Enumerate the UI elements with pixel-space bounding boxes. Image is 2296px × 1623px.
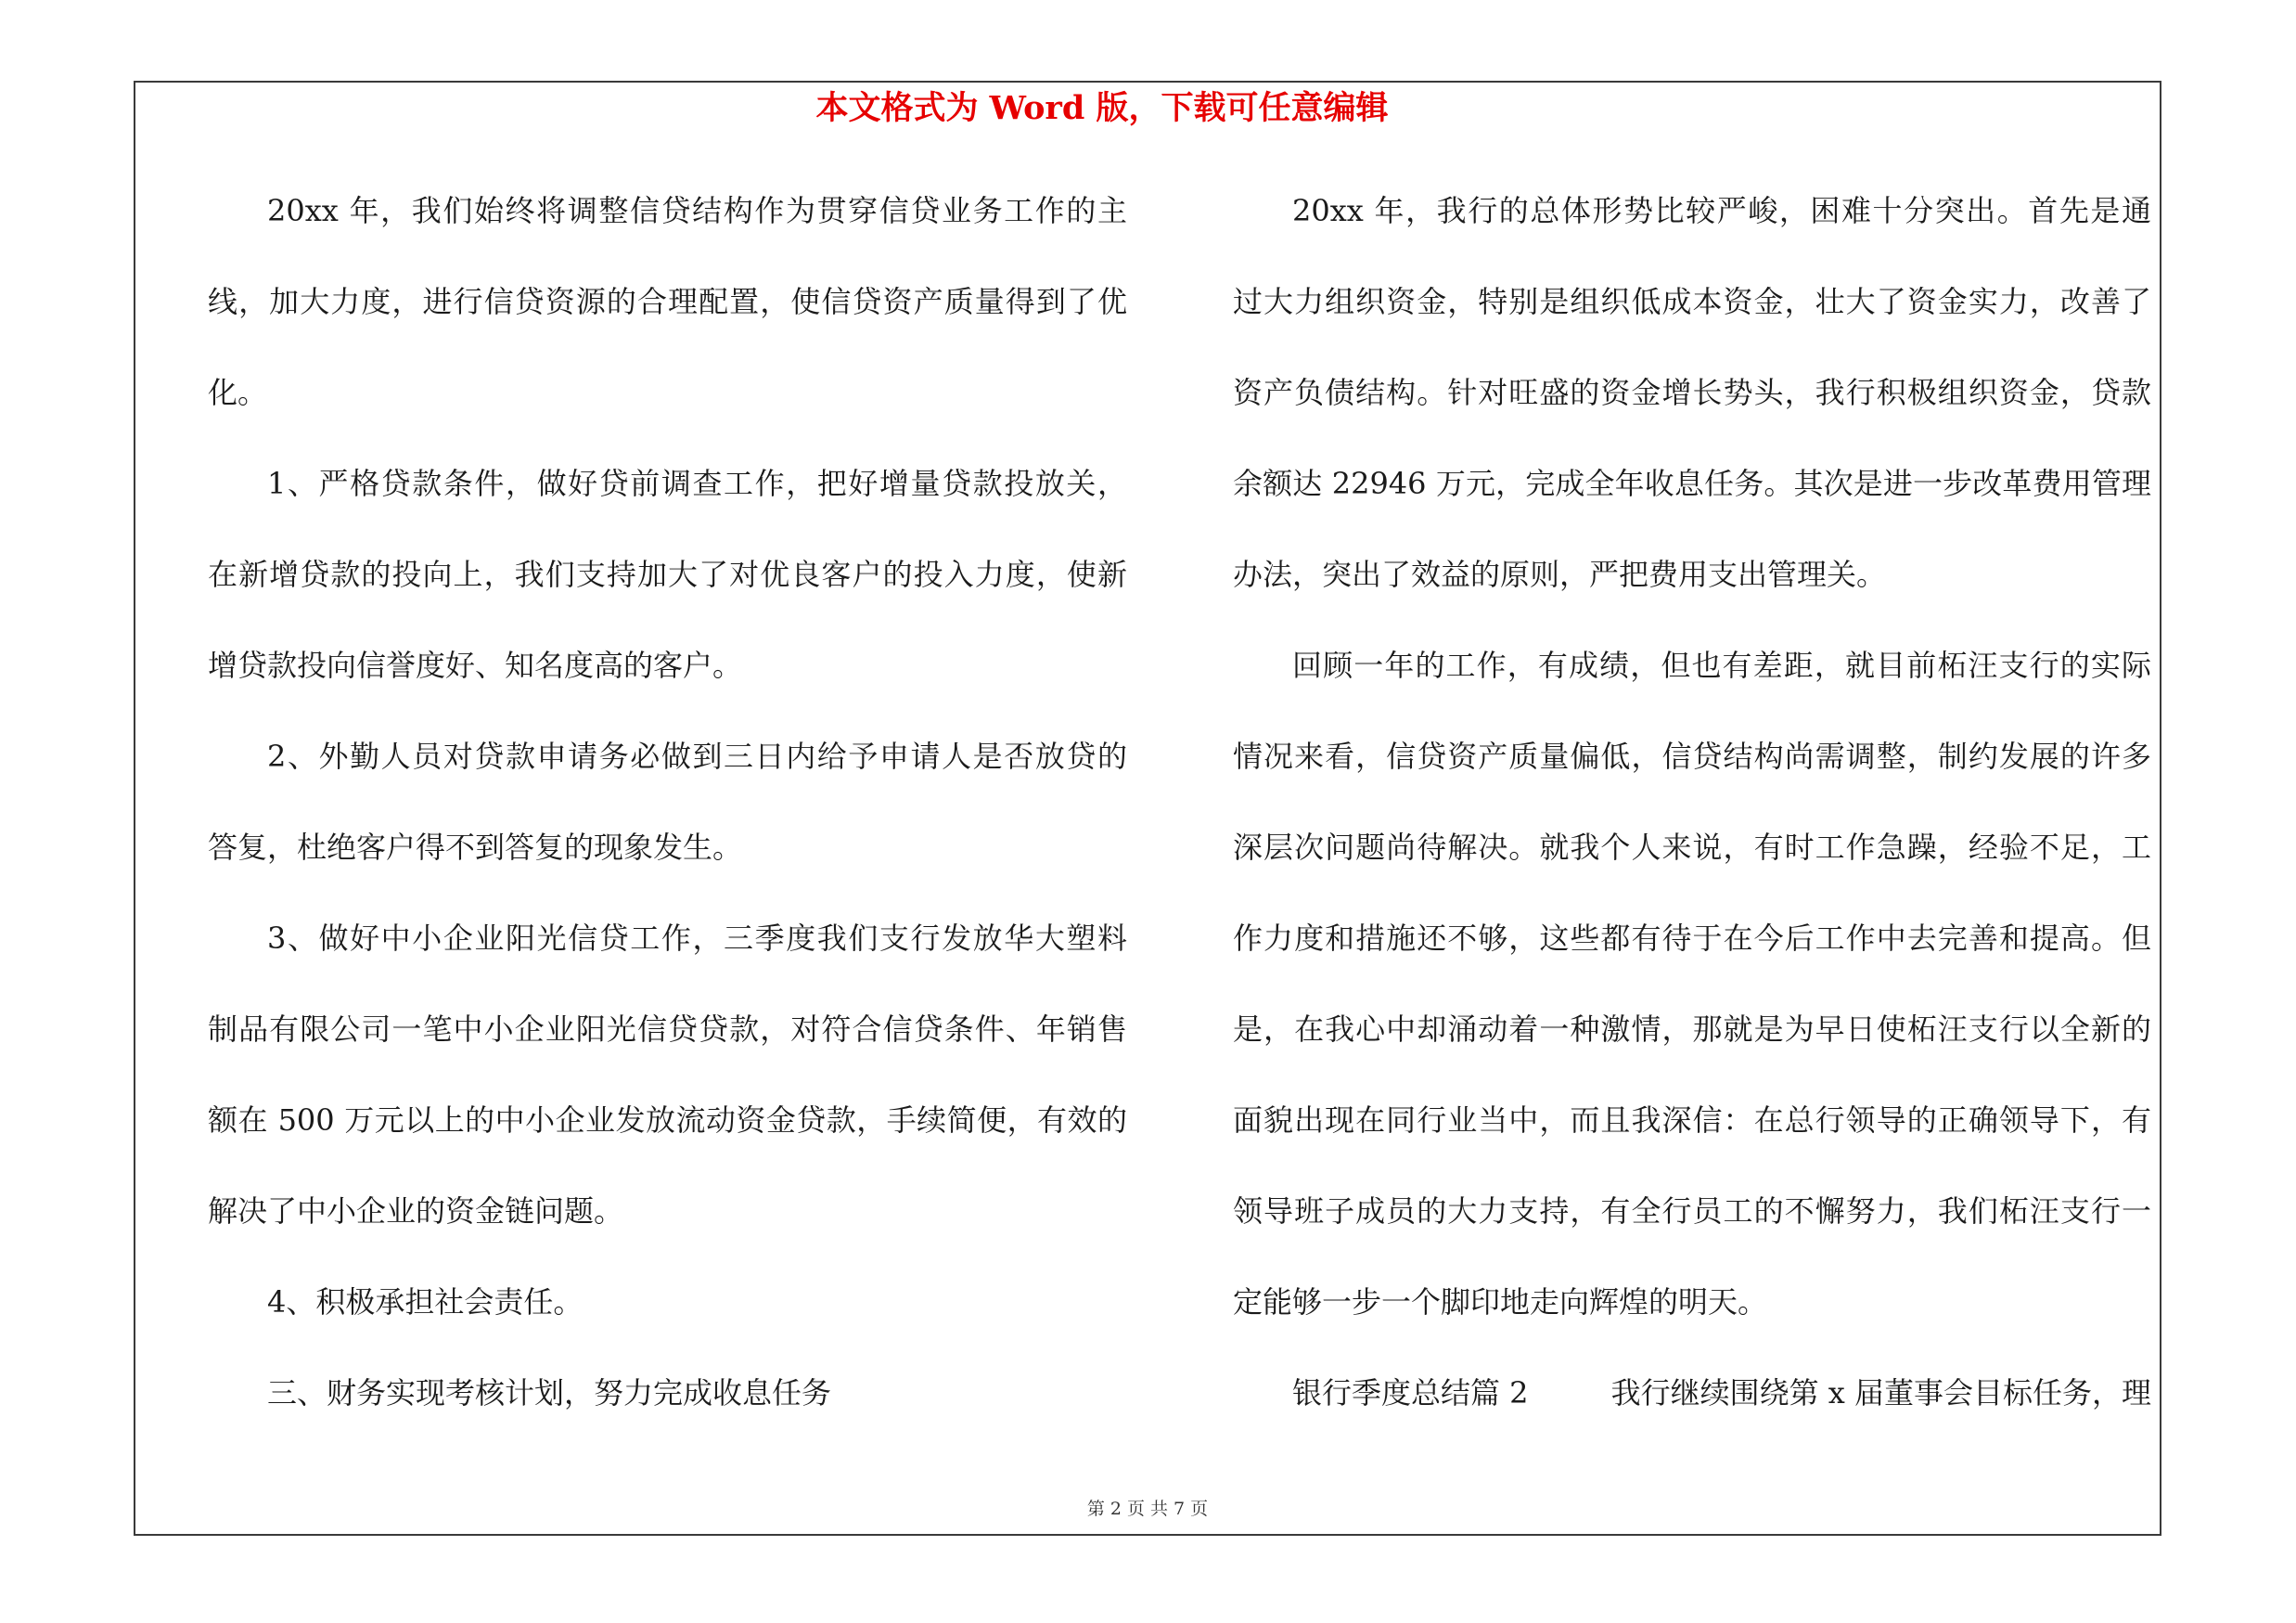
section-heading	[208, 1347, 1127, 1438]
text-line: 资产负债结构。针对旺盛的资金增长势头，我行积极组织资金，贷款	[1233, 375, 2151, 410]
text-line: 过大力组织资金，特别是组织低成本资金，壮大了资金实力，改善了	[1233, 284, 2151, 319]
paragraph	[1233, 620, 2151, 1347]
text-line: 化。	[208, 375, 268, 410]
left-column	[208, 165, 1127, 1438]
text-line: 增贷款投向信誉度好、知名度高的客户。	[208, 648, 743, 683]
text-line: 4、积极承担社会责任。	[267, 1284, 584, 1320]
next-section-line	[1233, 1347, 2151, 1438]
text-line: 三、财务实现考核计划，努力完成收息任务	[267, 1375, 832, 1410]
next-section-first-line: 我行继续围绕第 x 届董事会目标任务，理	[1610, 1375, 2151, 1410]
text-line: 回顾一年的工作，有成绩，但也有差距，就目前柘汪支行的实际	[1292, 648, 2151, 683]
document-header: 本文格式为 Word 版，下载可任意编辑	[815, 89, 1389, 127]
text-line: 是，在我心中却涌动着一种激情，那就是为早日使柘汪支行以全新的	[1233, 1011, 2151, 1047]
text-line: 办法，突出了效益的原则，严把费用支出管理关。	[1233, 557, 1887, 592]
text-line: 领导班子成员的大力支持，有全行员工的不懈努力，我们柘汪支行一	[1233, 1193, 2151, 1229]
text-line: 在新增贷款的投向上，我们支持加大了对优良客户的投入力度，使新	[208, 557, 1127, 592]
paragraph	[208, 711, 1127, 893]
next-section-heading: 银行季度总结篇 2	[1292, 1375, 1529, 1410]
text-line: 额在 500 万元以上的中小企业发放流动资金贷款，手续简便，有效的	[208, 1102, 1127, 1138]
text-line: 20xx 年，我行的总体形势比较严峻，困难十分突出。首先是通	[1292, 193, 2151, 228]
paragraph	[208, 165, 1127, 438]
text-line: 深层次问题尚待解决。就我个人来说，有时工作急躁，经验不足，工	[1233, 830, 2151, 865]
paragraph	[208, 438, 1127, 711]
text-line: 定能够一步一个脚印地走向辉煌的明天。	[1233, 1284, 1768, 1320]
text-line: 20xx 年，我们始终将调整信贷结构作为贯穿信贷业务工作的主	[267, 193, 1127, 228]
text-line: 2、外勤人员对贷款申请务必做到三日内给予申请人是否放贷的	[267, 739, 1127, 774]
text-line: 答复，杜绝客户得不到答复的现象发生。	[208, 830, 743, 865]
footer-page-number: 第 2 页 共 7 页	[1086, 1499, 1209, 1519]
text-line: 3、做好中小企业阳光信贷工作，三季度我们支行发放华大塑料	[267, 921, 1127, 956]
text-line: 作力度和措施还不够，这些都有待于在今后工作中去完善和提高。但	[1233, 921, 2151, 956]
right-column	[1233, 165, 2151, 1438]
text-line: 解决了中小企业的资金链问题。	[208, 1193, 624, 1229]
text-line: 余额达 22946 万元，完成全年收息任务。其次是进一步改革费用管理	[1233, 466, 2151, 501]
text-line: 制品有限公司一笔中小企业阳光信贷贷款，对符合信贷条件、年销售	[208, 1011, 1127, 1047]
text-line: 面貌出现在同行业当中，而且我深信：在总行领导的正确领导下，有	[1233, 1102, 2151, 1138]
text-line: 情况来看，信贷资产质量偏低，信贷结构尚需调整，制约发展的许多	[1233, 739, 2151, 774]
paragraph	[1233, 165, 2151, 620]
paragraph	[208, 893, 1127, 1256]
text-line: 1、严格贷款条件，做好贷前调查工作，把好增量贷款投放关，	[267, 466, 1127, 501]
paragraph	[208, 1256, 1127, 1347]
text-line: 线，加大力度，进行信贷资源的合理配置，使信贷资产质量得到了优	[208, 284, 1127, 319]
